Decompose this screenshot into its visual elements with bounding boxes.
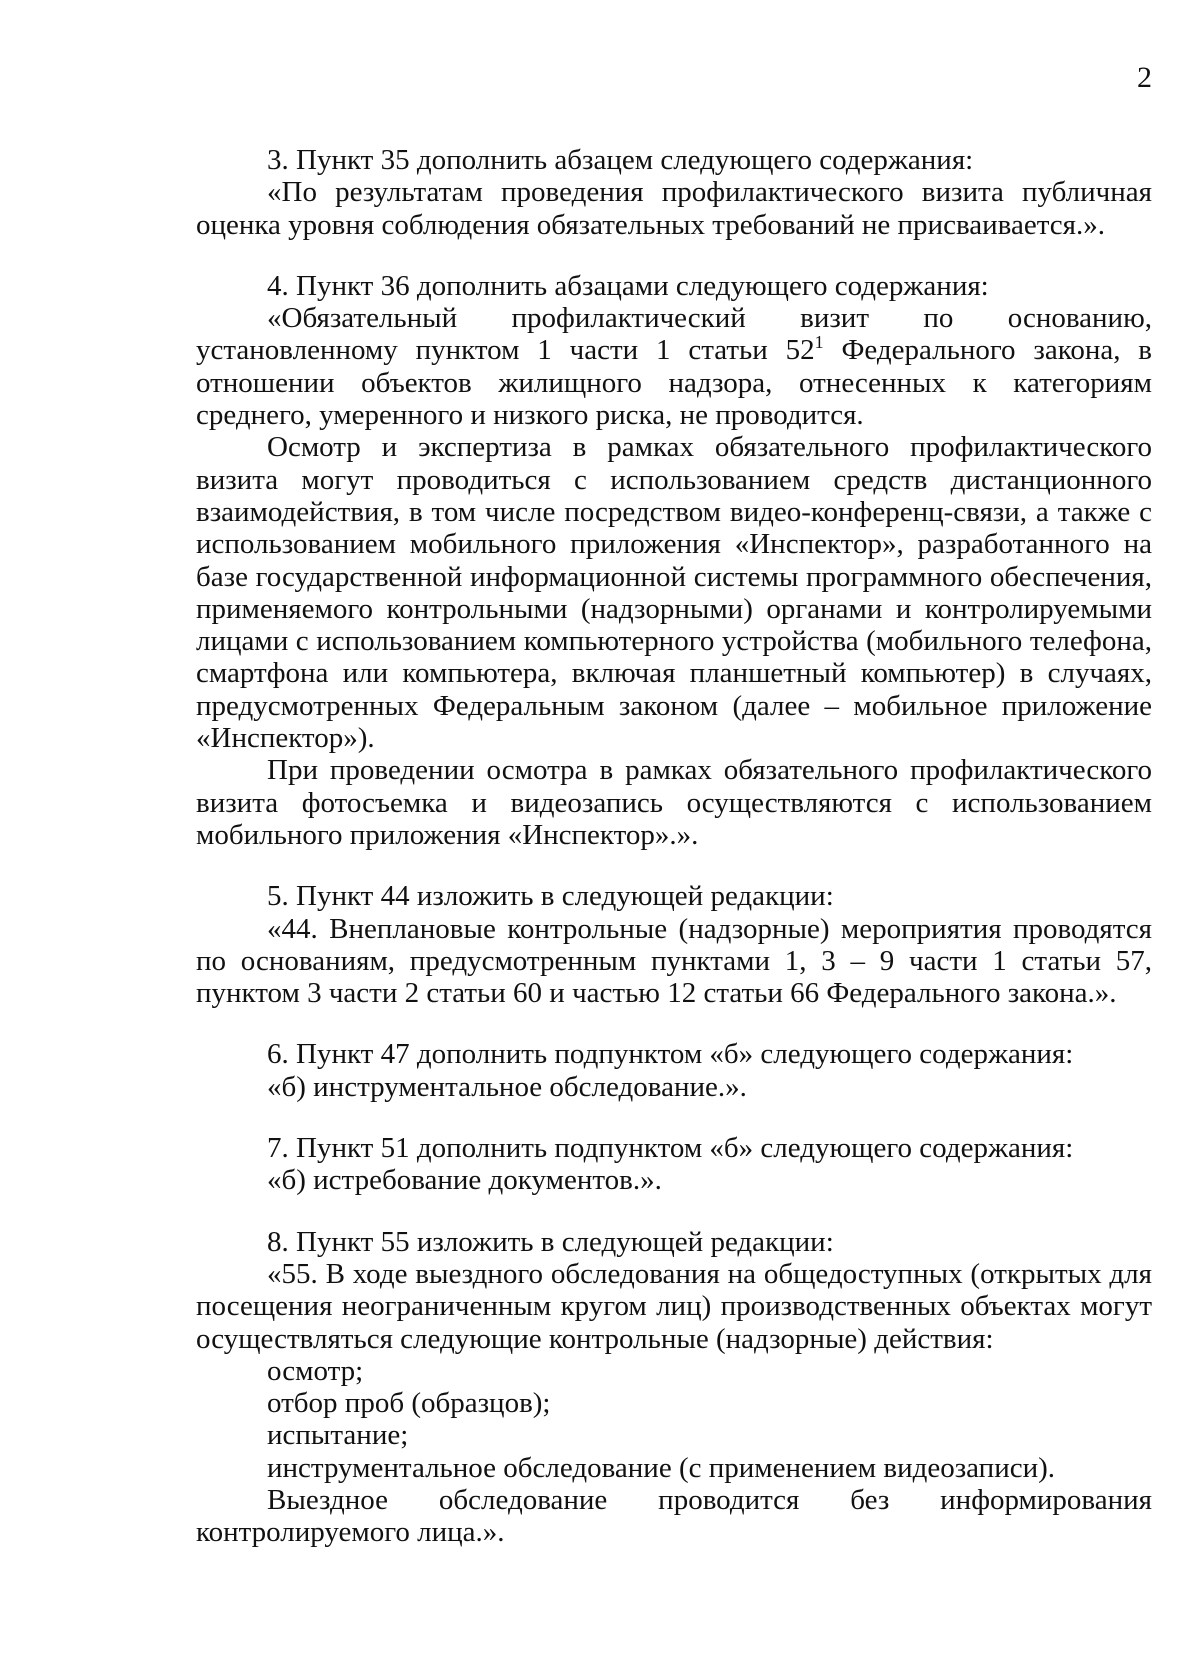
list-item-testing: испытание;	[267, 1419, 409, 1452]
paragraph-item-6-header: 6. Пункт 47 дополнить подпунктом «б» следующего содержания:	[267, 1038, 1074, 1071]
superscript-article-index: 1	[814, 332, 824, 353]
paragraph-item-4-quote-3: При проведении осмотра в рамках обязательного профилактического визита фотосъемка и видеозапись осуществляются с использованием мобильного приложения «Инспектор».».	[196, 754, 1152, 851]
list-item-instrumental-survey: инструментальное обследование (с применением видеозаписи).	[267, 1451, 1056, 1484]
paragraph-item-3-quote: «По результатам проведения профилактического визита публичная оценка уровня соблюдения обязательных требований не присваивается.».	[196, 176, 1152, 241]
list-item-sampling: отбор проб (образцов);	[267, 1387, 551, 1420]
paragraph-item-5-header: 5. Пункт 44 изложить в следующей редакции:	[267, 880, 834, 913]
paragraph-gap	[196, 1197, 1152, 1226]
paragraph-item-5-quote: «44. Внеплановые контрольные (надзорные) мероприятия проводятся по основаниям, предусмотренным пунктами 1, 3 – 9 части 1 статьи 57, пунктом 3 части 2 статьи 60 и частью 12 статьи 66 Федерального закона.».	[196, 912, 1152, 1010]
paragraph-gap	[196, 1009, 1152, 1038]
page-number: 2	[1137, 61, 1152, 94]
paragraph-text-part: «Обязательный профилактический визит по основанию, установленному пунктом 1 части 1 статьи 52	[196, 302, 1152, 367]
paragraph-item-7-quote: «б) истребование документов.».	[267, 1164, 662, 1197]
paragraph-gap	[196, 1103, 1152, 1132]
paragraph-gap	[196, 241, 1152, 270]
paragraph-item-8-header: 8. Пункт 55 изложить в следующей редакции:	[267, 1225, 834, 1258]
paragraph-item-3-header: 3. Пункт 35 дополнить абзацем следующего содержания:	[267, 144, 974, 176]
document-body	[196, 144, 1152, 1549]
paragraph-item-4-quote-2: Осмотр и экспертиза в рамках обязательного профилактического визита могут проводиться с использованием средств дистанционного взаимодействия, в том числе посредством видео-конференц-связи, а также с использованием мобильного приложения «Инспектор», разработанного на базе государственной информационной системы программного обеспечения, применяемого контрольными (надзорными) органами и контролируемыми лицами с использованием компьютерного устройства (мобильного телефона, смартфона или компьютера, включая планшетный компьютер) в случаях, предусмотренных Федеральным законом (далее – мобильное приложение «Инспектор»).	[196, 431, 1152, 755]
list-item-inspection: осмотр;	[267, 1354, 364, 1387]
paragraph-item-4-quote-1	[196, 302, 1152, 431]
paragraph-text-part: Федерального закона, в отношении объектов жилищного надзора, отнесенных к категориям среднего, умеренного и низкого риска, не проводится.	[196, 334, 1152, 432]
paragraph-gap	[196, 851, 1152, 880]
paragraph-item-7-header: 7. Пункт 51 дополнить подпунктом «б» следующего содержания:	[267, 1132, 1074, 1165]
paragraph-item-8-quote: «55. В ходе выездного обследования на общедоступных (открытых для посещения неограниченным кругом лиц) производственных объектах могут осуществляться следующие контрольные (надзорные) действия:	[196, 1257, 1152, 1355]
paragraph-item-8-closing: Выездное обследование проводится без информирования контролируемого лица.».	[196, 1483, 1152, 1549]
paragraph-item-6-quote: «б) инструментальное обследование.».	[267, 1070, 747, 1103]
paragraph-item-4-header: 4. Пункт 36 дополнить абзацами следующего содержания:	[267, 269, 989, 302]
